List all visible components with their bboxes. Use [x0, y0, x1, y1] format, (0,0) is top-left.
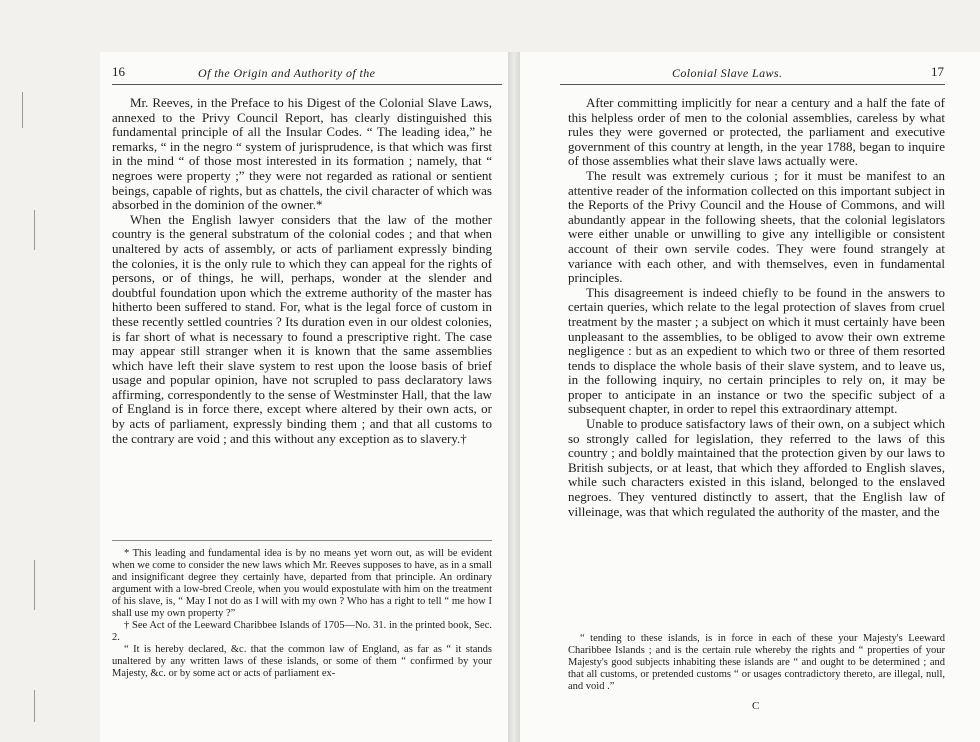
- left-footnotes: [112, 548, 492, 680]
- left-paragraph: When the English lawyer considers that the law of the mother country is the general substratum of the colonial codes ; and that when unaltered by acts of assembly, or acts of parliament expressly binding the colonies, it is the only rule to which they can appeal for the rights of persons, or of things, he will, perhaps, wonder at the slender and doubtful foundation upon which the extreme authority of the master has hitherto been suffered to stand. For, what is the legal force of custom in these recently settled countries ? Its duration even in our oldest colonies, is far short of what is necessary to found a prescriptive right. The case may appear still stranger when it is known that the same assemblies which have left their slave system to rest upon the loose basis of brief usage and popular opinion, have not scrupled to pass declaratory laws affirming, correspondently to the sense of Westminster Hall, that the law of England is in force there, except where altered by their own acts, or by acts of parliament, expressly binding them ; and that all customs to the contrary are void ; and this without any exception as to slavery.†: [112, 211, 492, 446]
- right-running-head: Colonial Slave Laws.: [672, 66, 783, 80]
- right-body: [568, 96, 945, 519]
- right-head-rule: [560, 84, 945, 85]
- right-footnotes: [568, 633, 945, 693]
- right-page-number: 17: [931, 64, 944, 79]
- signature-mark: C: [752, 700, 760, 712]
- right-paragraph: Unable to produce satisfactory laws of their own, on a subject which so strongly called for legislation, they referred to the laws of this country ; and boldly maintained that the protection given by our laws to British subjects, or at least, that which they afforded to English slaves, while such characters existed in this island, belonged to the enslaved negroes. They ventured distinctly to assert, that the English law of villeinage, was that which regulated the authority of the master, and the: [568, 416, 945, 519]
- footnote: “ It is hereby declared, &c. that the common law of England, as far as “ it stands unaltered by any written laws of these islands, or some of them “ confirmed by your Majesty, &c. or by some act or acts of parliament ex-: [112, 644, 492, 679]
- right-paragraph: This disagreement is indeed chiefly to be found in the answers to certain queries, which relate to the legal protection of slaves from cruel treatment by the master ; a subject on which it must certainly have been unpleasant to the assemblies, to be obliged to avow their own extreme negligence : but as an expedient to which two or three of them resorted tends to displace the whole basis of their slave system, and to leave us, in the following inquiry, no certain principles to rely on, it may be proper to anticipate in an instance or two the specific subject of a subsequent chapter, in order to repel this extraordinary attempt.: [568, 284, 945, 417]
- footnote: † See Act of the Leeward Charibbee Islands of 1705—No. 31. in the printed book, Sec. 2.: [112, 620, 492, 643]
- right-paragraph: The result was extremely curious ; for it must be manifest to an attentive reader of the information collected on this important subject in the Reports of the Privy Council and the House of Commons, and will abundantly appear in the following sheets, that the colonial legislators were either unable or unwilling to give any intelligible or consistent account of their own servile codes. They were found strangely at variance with each other, and with themselves, even in fundamental principles.: [568, 167, 945, 286]
- left-head-rule: [112, 84, 502, 85]
- left-paragraph: Mr. Reeves, in the Preface to his Digest of the Colonial Slave Laws, annexed to the Privy Council Report, has clearly distinguished this fundamental principle of all the Insular Codes. “ The leading idea,” he remarks, “ in the negro “ system of jurisprudence, is that which was first in the mind “ of those most interested in its formation ; namely, that “ negroes were property ;” they were not regarded as rational or sentient beings, capable of rights, but as chattels, the civil character of which was absorbed in the dominion of the owner.*: [112, 95, 492, 213]
- right-paragraph: After committing implicitly for near a century and a half the fate of this helpless order of men to the colonial assemblies, careless by what rules they were governed or protected, the parliament and executive government of this country at length, in the year 1788, began to inquire of those assemblies what their slave laws actually were.: [568, 95, 945, 169]
- left-body: [112, 96, 492, 446]
- left-footnote-rule: [112, 540, 492, 541]
- left-page-number: 16: [112, 64, 125, 79]
- book-gutter: [508, 52, 520, 742]
- footnote: * This leading and fundamental idea is by no means yet worn out, as will be evident when we come to consider the new laws which Mr. Reeves supposes to have, as in a small and insignificant degree they certainly have, departed from that principle. An ordinary argument with a low-bred Creole, when you would expostulate with him on the treatment of his slave, is, “ May I not do as I will with my own ? Who has a right to tell “ me how I shall use my own property ?”: [112, 548, 492, 619]
- left-running-head: Of the Origin and Authority of the: [198, 66, 376, 80]
- footnote: “ tending to these islands, is in force in each of these your Majesty's Leeward Charibbee Islands ; and is the certain rule whereby the rights and “ properties of your Majesty's good subjects inhabiting these islands are “ and ought to be determined ; and that all customs, or pretended customs “ or usages contradictory thereto, are illegal, null, and void .”: [568, 633, 945, 692]
